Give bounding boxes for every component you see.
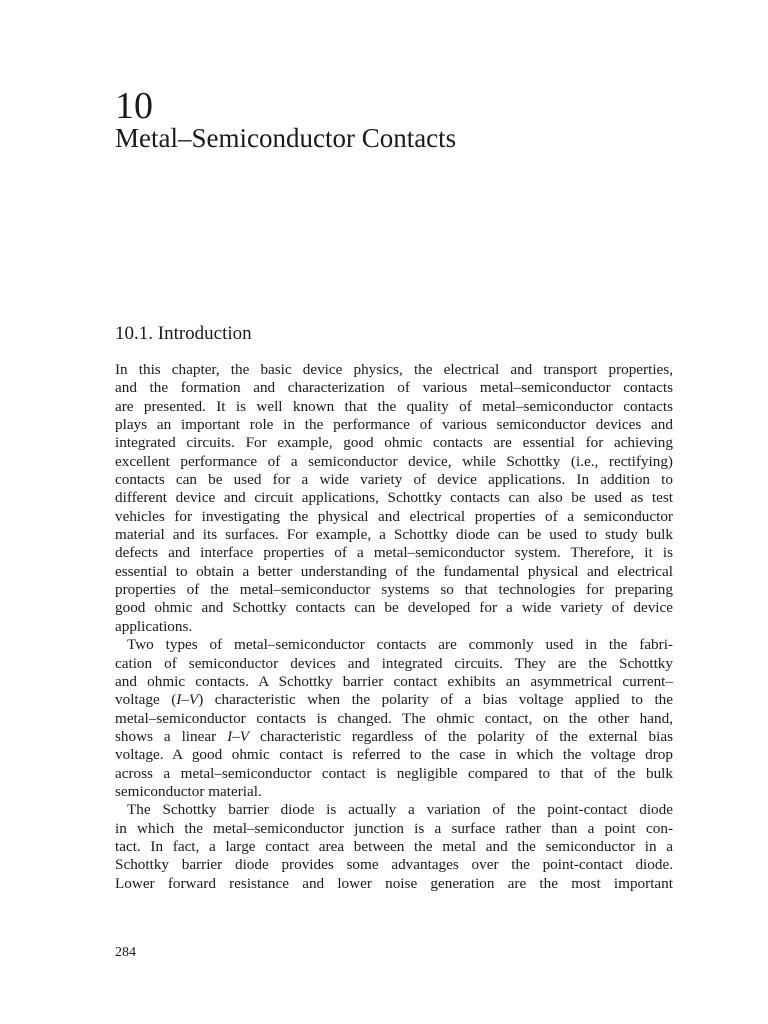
section-heading: 10.1. Introduction	[115, 323, 252, 344]
body-line: different device and circuit applications, Schottky contacts can also be used as test	[115, 489, 673, 507]
body-line: defects and interface properties of a metal–semiconductor system. Therefore, it is	[115, 544, 673, 562]
body-line: and ohmic contacts. A Schottky barrier contact exhibits an asymmetrical current–	[115, 672, 673, 690]
body-line: properties of the metal–semiconductor systems so that technologies for preparing	[115, 581, 673, 599]
body-line: voltage (I–V) characteristic when the polarity of a bias voltage applied to the	[115, 691, 673, 709]
chapter-number: 10	[115, 85, 153, 127]
body-line: shows a linear I–V characteristic regardless of the polarity of the external bias	[115, 727, 674, 745]
body-line: applications.	[115, 617, 193, 635]
chapter-title: Metal–Semiconductor Contacts	[115, 123, 457, 153]
body-line: In this chapter, the basic device physics, the electrical and transport properties,	[115, 361, 673, 378]
body-text	[115, 361, 673, 893]
body-line: vehicles for investigating the physical and electrical properties of a semiconductor	[115, 507, 673, 525]
body-line: tact. In fact, a large contact area between the metal and the semiconductor in a	[115, 837, 673, 855]
body-line: Schottky barrier diode provides some advantages over the point-contact diode.	[115, 856, 673, 874]
body-line: and the formation and characterization of various metal–semiconductor contacts	[115, 379, 673, 397]
body-line: material and its surfaces. For example, a Schottky diode can be used to study bulk	[115, 526, 673, 544]
body-line: integrated circuits. For example, good ohmic contacts are essential for achieving	[115, 434, 673, 452]
body-line: voltage. A good ohmic contact is referred to the case in which the voltage drop	[115, 746, 673, 764]
body-line: across a metal–semiconductor contact is negligible compared to that of the bulk	[115, 764, 673, 782]
body-line: metal–semiconductor contacts is changed. The ohmic contact, on the other hand,	[115, 709, 673, 727]
body-line: are presented. It is well known that the quality of metal–semiconductor contacts	[115, 397, 673, 415]
body-line: Lower forward resistance and lower noise generation are the most important	[115, 874, 673, 892]
body-line: in which the metal–semiconductor junction is a surface rather than a point con-	[115, 819, 673, 837]
body-line: good ohmic and Schottky contacts can be developed for a wide variety of device	[115, 599, 673, 617]
body-line: The Schottky barrier diode is actually a variation of the point-contact diode	[127, 801, 673, 819]
body-line: essential to obtain a better understanding of the fundamental physical and electrical	[115, 562, 673, 580]
body-line: semiconductor material.	[115, 782, 262, 800]
body-line: plays an important role in the performance of various semiconductor devices and	[115, 416, 673, 434]
body-line: contacts can be used for a wide variety of device applications. In addition to	[115, 471, 673, 489]
body-line: Two types of metal–semiconductor contacts are commonly used in the fabri-	[127, 636, 673, 654]
body-line: excellent performance of a semiconductor device, while Schottky (i.e., rectifying)	[115, 452, 673, 470]
body-line: cation of semiconductor devices and integrated circuits. They are the Schottky	[115, 654, 673, 672]
page-number: 284	[115, 945, 136, 960]
